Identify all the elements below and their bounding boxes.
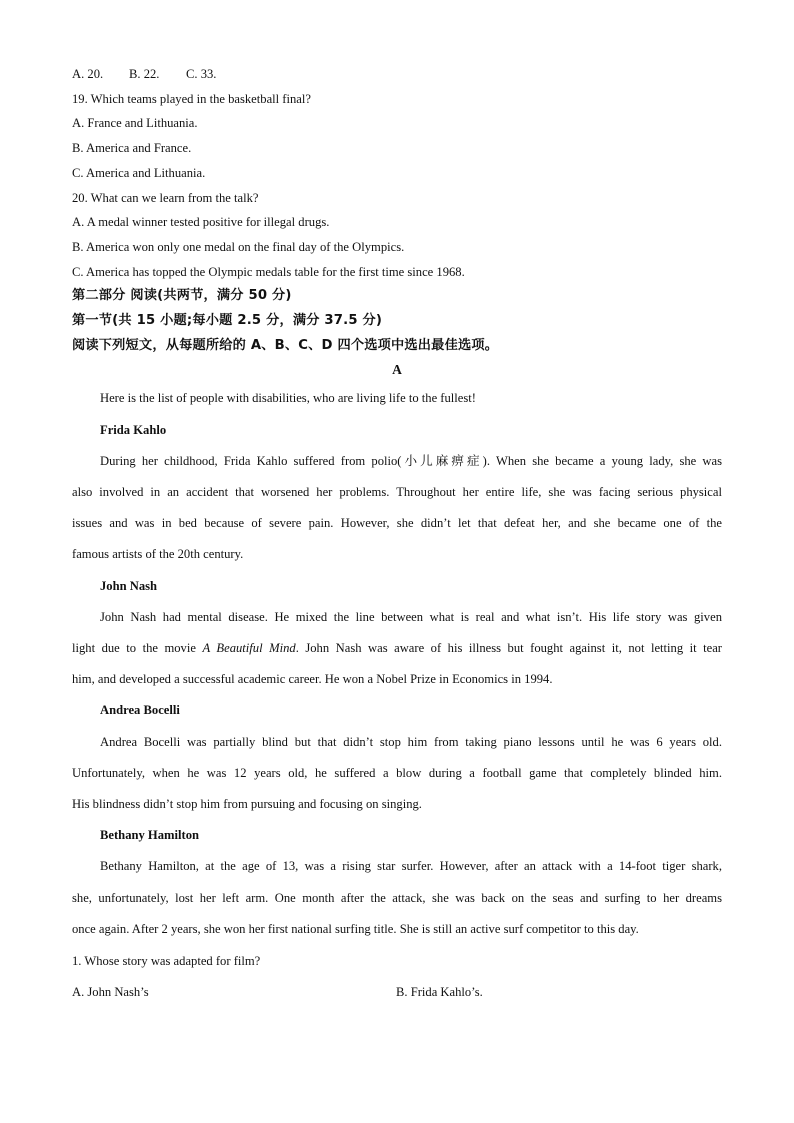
frida-paragraph-line-1: During her childhood, Frida Kahlo suffered from polio(小儿麻痹症). When she became a young lady, she was: [100, 454, 722, 468]
nash-paragraph-line-1: John Nash had mental disease. He mixed the line between what is real and what isn’t. His life story was given: [100, 610, 722, 624]
q18-option-b: B. 22.: [129, 67, 160, 81]
bocelli-paragraph-line-3: His blindness didn’t stop him from pursuing and focusing on singing.: [72, 797, 422, 811]
bocelli-paragraph-line-2: Unfortunately, when he was 12 years old, he suffered a blow during a football game that completely blinded him.: [72, 766, 722, 780]
movie-title: A Beautiful Mind: [202, 641, 296, 655]
q20-option-b: B. America won only one medal on the final day of the Olympics.: [72, 240, 405, 254]
person-heading-frida-kahlo: Frida Kahlo: [100, 423, 167, 437]
frida-paragraph-line-3: issues and was in bed because of severe pain. However, she didn’t let that defeat her, and she became one of the: [72, 516, 722, 530]
frida-paragraph-line-2: also involved in an accident that worsened her problems. Throughout her entire life, she was facing serious physical: [72, 485, 722, 499]
q20-question: 20. What can we learn from the talk?: [72, 191, 259, 205]
q1-option-b: B. Frida Kahlo’s.: [396, 985, 483, 999]
nash-paragraph-line-2: [72, 640, 722, 656]
hamilton-paragraph-line-1: Bethany Hamilton, at the age of 13, was a rising star surfer. However, after an attack with a 14-foot tiger shark,: [100, 859, 722, 873]
nash-line-2-end: . John Nash was aware of his illness but fought against it, not letting it tear: [295, 641, 723, 655]
frida-paragraph-line-4: famous artists of the 20th century.: [72, 547, 244, 561]
q19-question: 19. Which teams played in the basketball final?: [72, 92, 311, 106]
q20-option-c: C. America has topped the Olympic medals table for the first time since 1968.: [72, 265, 465, 279]
passage-letter: A: [392, 362, 402, 377]
q18-option-c: C. 33.: [186, 67, 217, 81]
q1-question: 1. Whose story was adapted for film?: [72, 954, 261, 968]
q1-option-a: A. John Nash’s: [72, 985, 149, 999]
q20-option-a: A. A medal winner tested positive for illegal drugs.: [72, 215, 330, 229]
person-heading-john-nash: John Nash: [100, 579, 158, 593]
passage-intro: Here is the list of people with disabilities, who are living life to the fullest!: [100, 391, 476, 405]
q19-option-b: B. America and France.: [72, 141, 192, 155]
hamilton-paragraph-line-3: once again. After 2 years, she won her first national surfing title. She is still an active surf competitor to this day.: [72, 922, 639, 936]
q19-option-c: C. America and Lithuania.: [72, 166, 206, 180]
bocelli-paragraph-line-1: Andrea Bocelli was partially blind but that didn’t stop him from taking piano lessons until he was 6 years old.: [100, 735, 722, 749]
q18-option-a: A. 20.: [72, 67, 104, 81]
section-subtitle: 第一节(共 15 小题;每小题 2.5 分，满分 37.5 分): [72, 313, 383, 328]
nash-paragraph-line-3: him, and developed a successful academic career. He won a Nobel Prize in Economics in 1994.: [72, 672, 553, 686]
q18-options: [72, 66, 216, 82]
nash-line-2-start: light due to the movie: [72, 641, 203, 655]
q19-option-a: A. France and Lithuania.: [72, 116, 198, 130]
section-instruction: 阅读下列短文，从每题所给的 A、B、C、D 四个选项中选出最佳选项。: [72, 338, 499, 353]
person-heading-andrea-bocelli: Andrea Bocelli: [100, 703, 180, 717]
hamilton-paragraph-line-2: she, unfortunately, lost her left arm. One month after the attack, she was back on the seas and surfing to her dreams: [72, 891, 722, 905]
person-heading-bethany-hamilton: Bethany Hamilton: [100, 828, 200, 842]
part-title: 第二部分 阅读(共两节，满分 50 分): [72, 288, 292, 303]
